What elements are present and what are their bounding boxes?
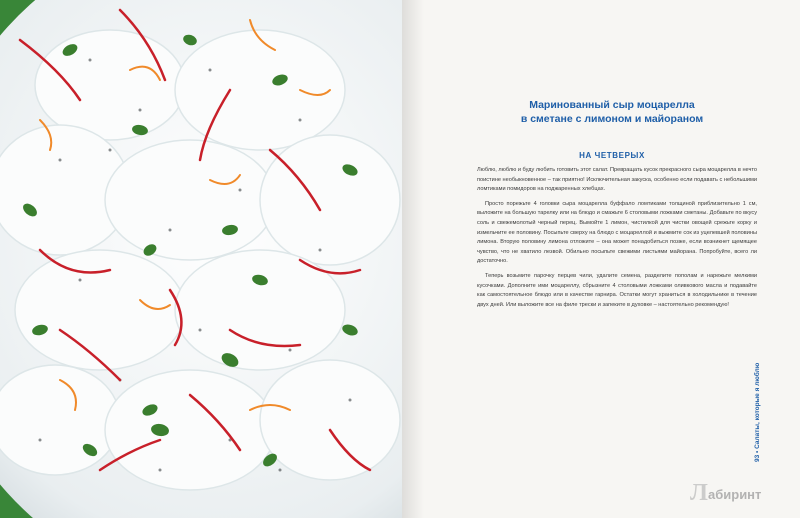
recipe-paragraph: Теперь возьмите парочку перцев чили, удалите семена, разделите пополам и нарежьте мелкими кусочками. Дополните ими моцареллу, сбрызните 4 столовыми ложками оливкового масла и подавайте как самостоятельное блюдо или в качестве гарнира. Остатки могут храниться в холодильнике в течение двух дней. Или выложите все на филе трески и запеките в духовке – настоятельно рекомендую! (477, 272, 757, 308)
recipe-title (482, 98, 742, 126)
recipe-title-line-1: Маринованный сыр моцарелла (529, 99, 695, 111)
mozzarella-slices (0, 30, 400, 490)
page-number-caption (754, 342, 768, 462)
watermark-text: абиринт (708, 487, 762, 502)
recipe-title-line-2: в сметане с лимоном и майораном (520, 113, 704, 125)
watermark-logo-letter: Л (690, 480, 708, 506)
page-number-caption-text: 93 • Салаты, которые я люблю (754, 362, 761, 462)
page-gutter-shadow (402, 0, 424, 518)
recipe-paragraph: Люблю, люблю и буду любить готовить этот салат. Превращать кусок прекрасного сыра моцарелла в нечто поистине необыкновенное – так приятно! Исключительная закуска, особенно если подавать с небольшими ломтиками помидоров на поджаренных хлебцах. (477, 167, 757, 193)
labirint-watermark (690, 478, 795, 508)
recipe-paragraph: Просто порежьте 4 головки сыра моцарелла буффало ломтиками толщиной приблизительно 1 см, выложите на большую тарелку или на блюдо и смажьте 6 столовыми ложками сметаны. Добавьте по вкусу соль и свежемолотый черный перец. Вымойте 1 лимон, чистилкой для чистки овощей срежьте корку и измельчите ее половину. Посыпьте сверху на блюдо с моцареллой и выжмите сок из уцелевшей половины лимона. Вторую половину лимона отложите – она может понадобиться позже, если возникнет щемящее чувство, что не хватило лезвой. Обильно посыпьте свежими листьями майорана. Попробуйте, всего ли достаточно. (477, 200, 757, 265)
recipe-page (402, 0, 800, 518)
servings-heading: НА ЧЕТВЕРЫХ (579, 151, 645, 160)
recipe-body (477, 166, 757, 315)
